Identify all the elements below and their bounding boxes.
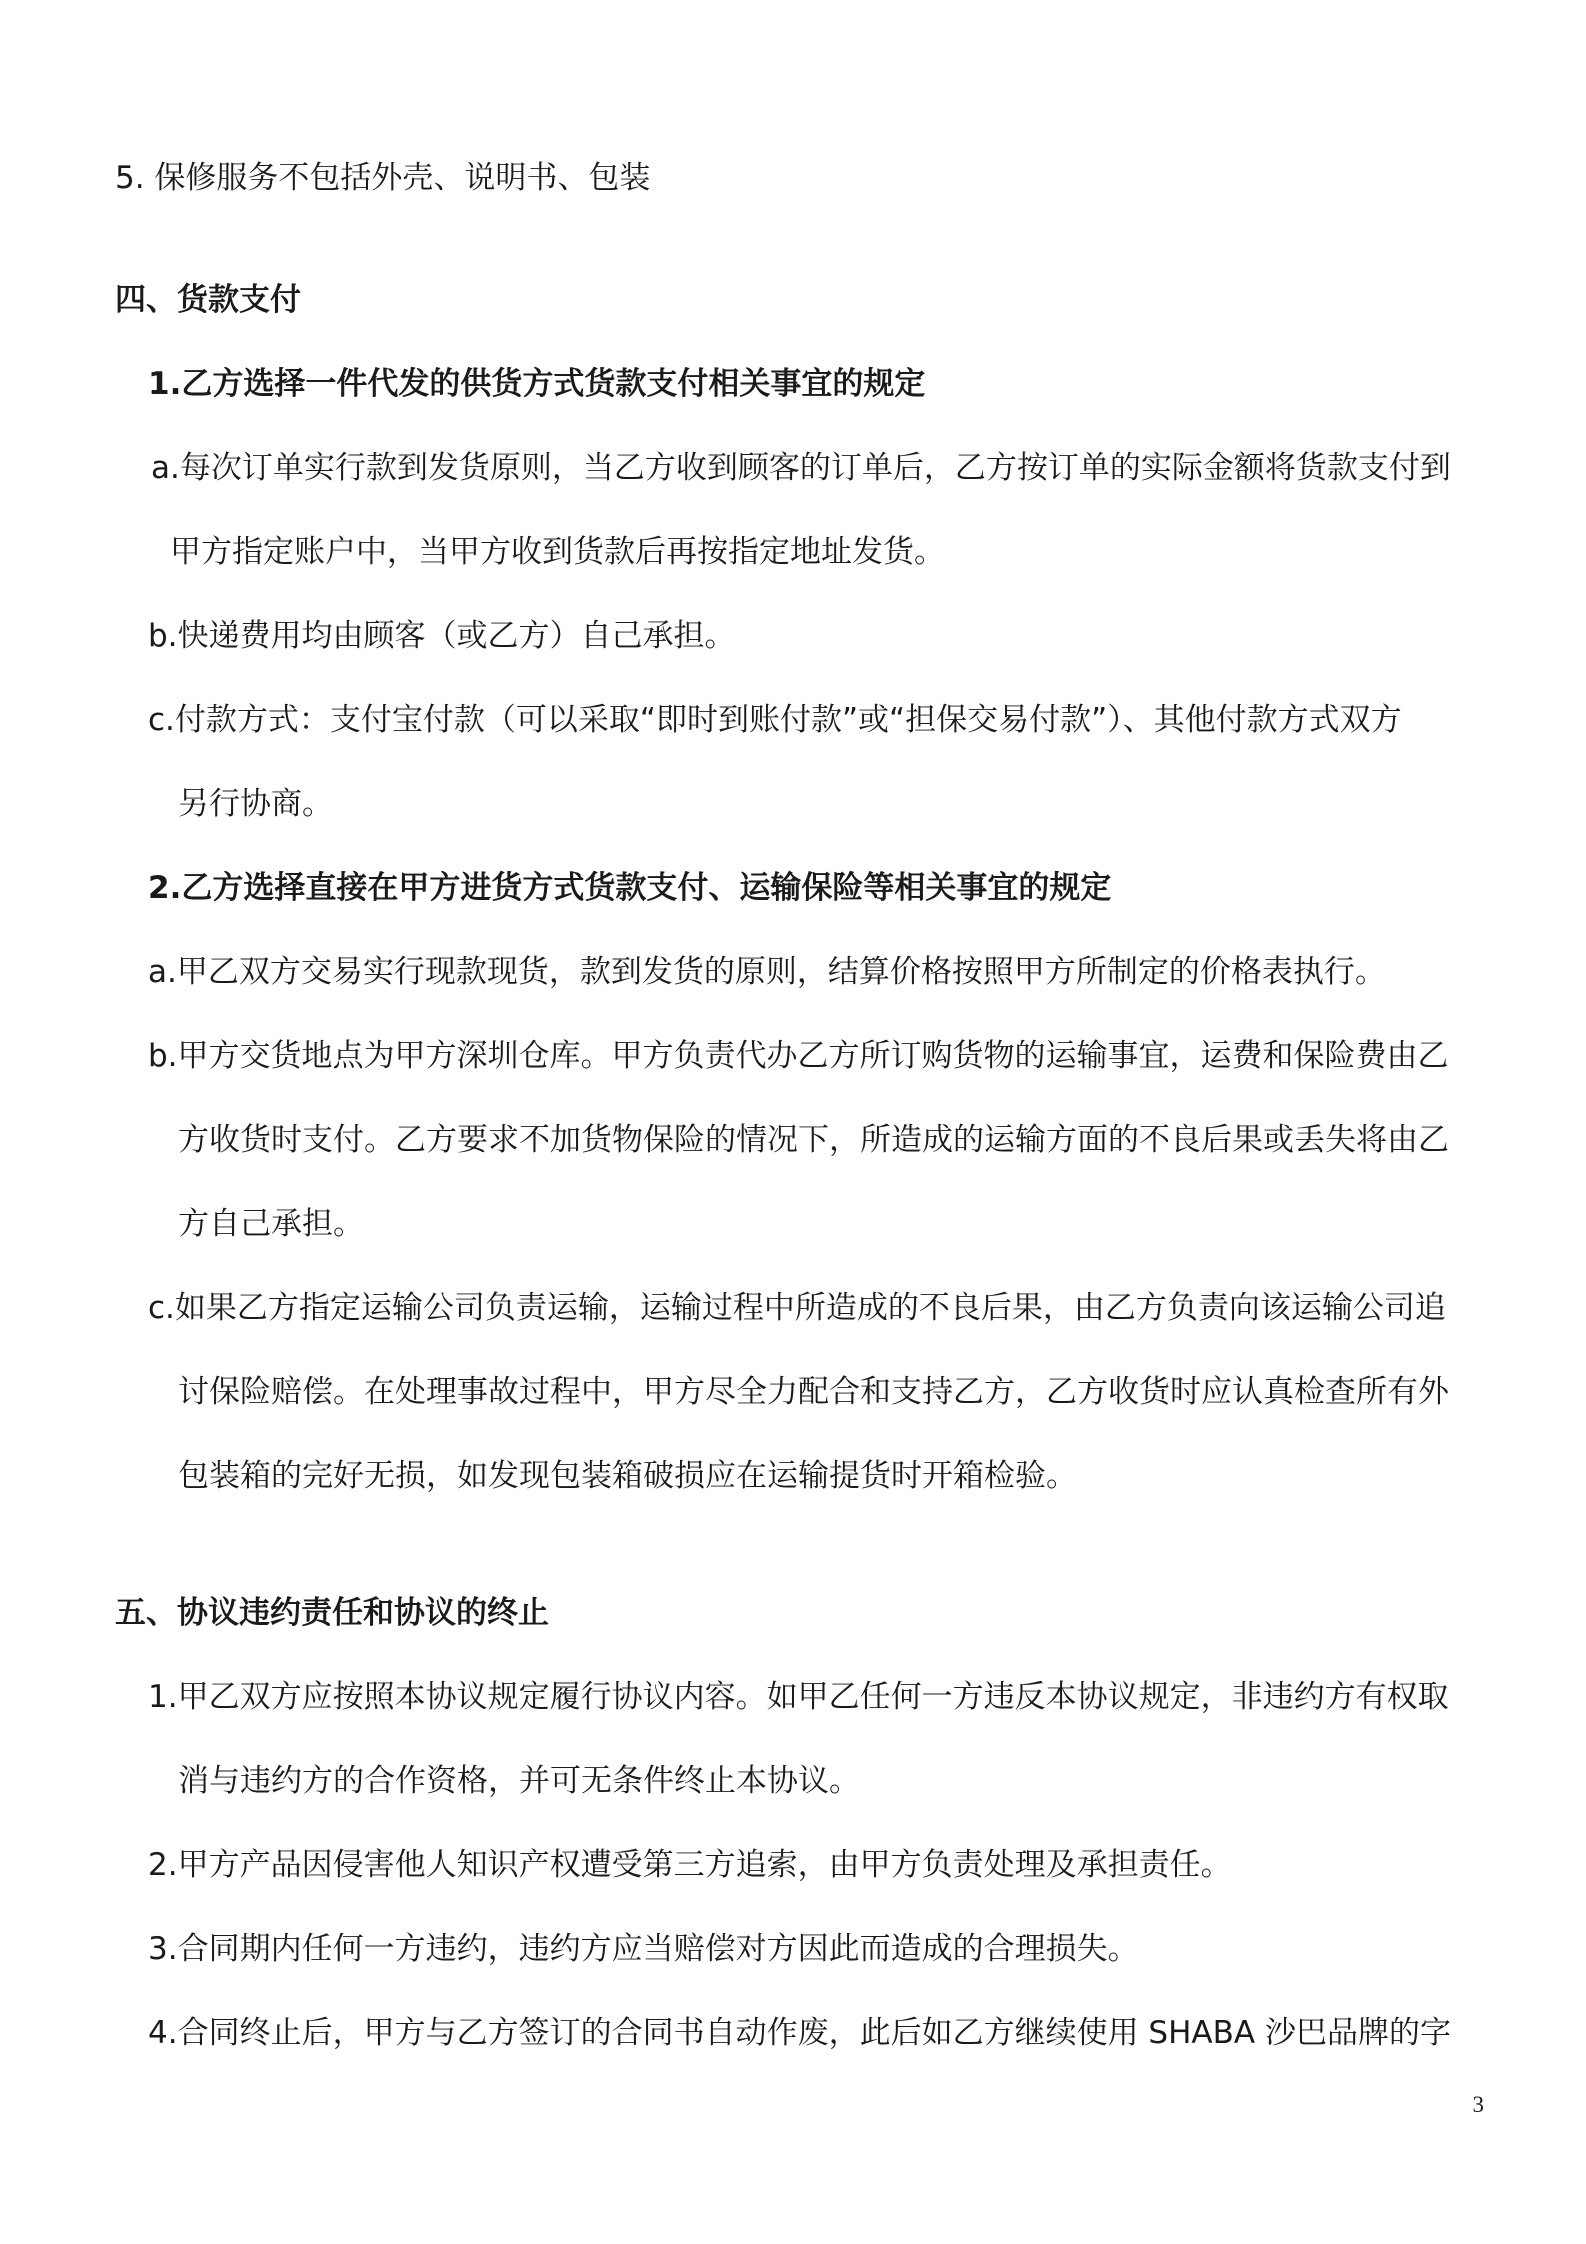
s5-item-1-line1: 1.甲乙双方应按照本协议规定履行协议内容。如甲乙任何一方违反本协议规定，非违约方有权取 [148, 1679, 1449, 1715]
sub2-item-b-line2: 方收货时支付。乙方要求不加货物保险的情况下，所造成的运输方面的不良后果或丢失将由乙 [178, 1122, 1449, 1158]
sub2-item-c-line3: 包装箱的完好无损，如发现包装箱破损应在运输提货时开箱检验。 [178, 1458, 1077, 1494]
page-number: 3 [1472, 2092, 1484, 2117]
sub1-item-c-line2: 另行协商。 [178, 786, 333, 822]
s5-item-4: 4.合同终止后，甲方与乙方签订的合同书自动作废，此后如乙方继续使用 SHABA 沙巴品牌的字 [148, 2015, 1451, 2051]
section-5-heading: 五、协议违约责任和协议的终止 [115, 1595, 549, 1631]
sub2-item-c-line2: 讨保险赔偿。在处理事故过程中，甲方尽全力配合和支持乙方，乙方收货时应认真检查所有外 [178, 1374, 1449, 1410]
subsection-1-title: 1.乙方选择一件代发的供货方式货款支付相关事宜的规定 [148, 366, 926, 402]
item-5: 5. 保修服务不包括外壳、说明书、包装 [115, 160, 651, 196]
sub1-item-b: b.快递费用均由顾客（或乙方）自己承担。 [148, 618, 736, 654]
section-4-heading: 四、货款支付 [115, 282, 301, 318]
s5-item-3: 3.合同期内任何一方违约，违约方应当赔偿对方因此而造成的合理损失。 [148, 1931, 1139, 1967]
sub2-item-b-line1: b.甲方交货地点为甲方深圳仓库。甲方负责代办乙方所订购货物的运输事宜，运费和保险费由乙 [148, 1038, 1449, 1074]
sub2-item-a: a.甲乙双方交易实行现款现货，款到发货的原则，结算价格按照甲方所制定的价格表执行。 [148, 954, 1386, 990]
sub1-item-c-line1: c.付款方式：支付宝付款（可以采取“即时到账付款”或“担保交易付款”）、其他付款方式双方 [148, 702, 1402, 738]
sub1-item-a-line1: a.每次订单实行款到发货原则，当乙方收到顾客的订单后，乙方按订单的实际金额将货款支付到 [151, 450, 1451, 486]
sub2-item-b-line3: 方自己承担。 [178, 1206, 364, 1242]
sub1-item-a-line2: 甲方指定账户中，当甲方收到货款后再按指定地址发货。 [170, 534, 945, 570]
s5-item-2: 2.甲方产品因侵害他人知识产权遭受第三方追索，由甲方负责处理及承担责任。 [148, 1847, 1232, 1883]
subsection-2-title: 2.乙方选择直接在甲方进货方式货款支付、运输保险等相关事宜的规定 [148, 870, 1112, 906]
sub2-item-c-line1: c.如果乙方指定运输公司负责运输，运输过程中所造成的不良后果，由乙方负责向该运输公司追 [148, 1290, 1446, 1326]
s5-item-1-line2: 消与违约方的合作资格，并可无条件终止本协议。 [178, 1763, 860, 1799]
